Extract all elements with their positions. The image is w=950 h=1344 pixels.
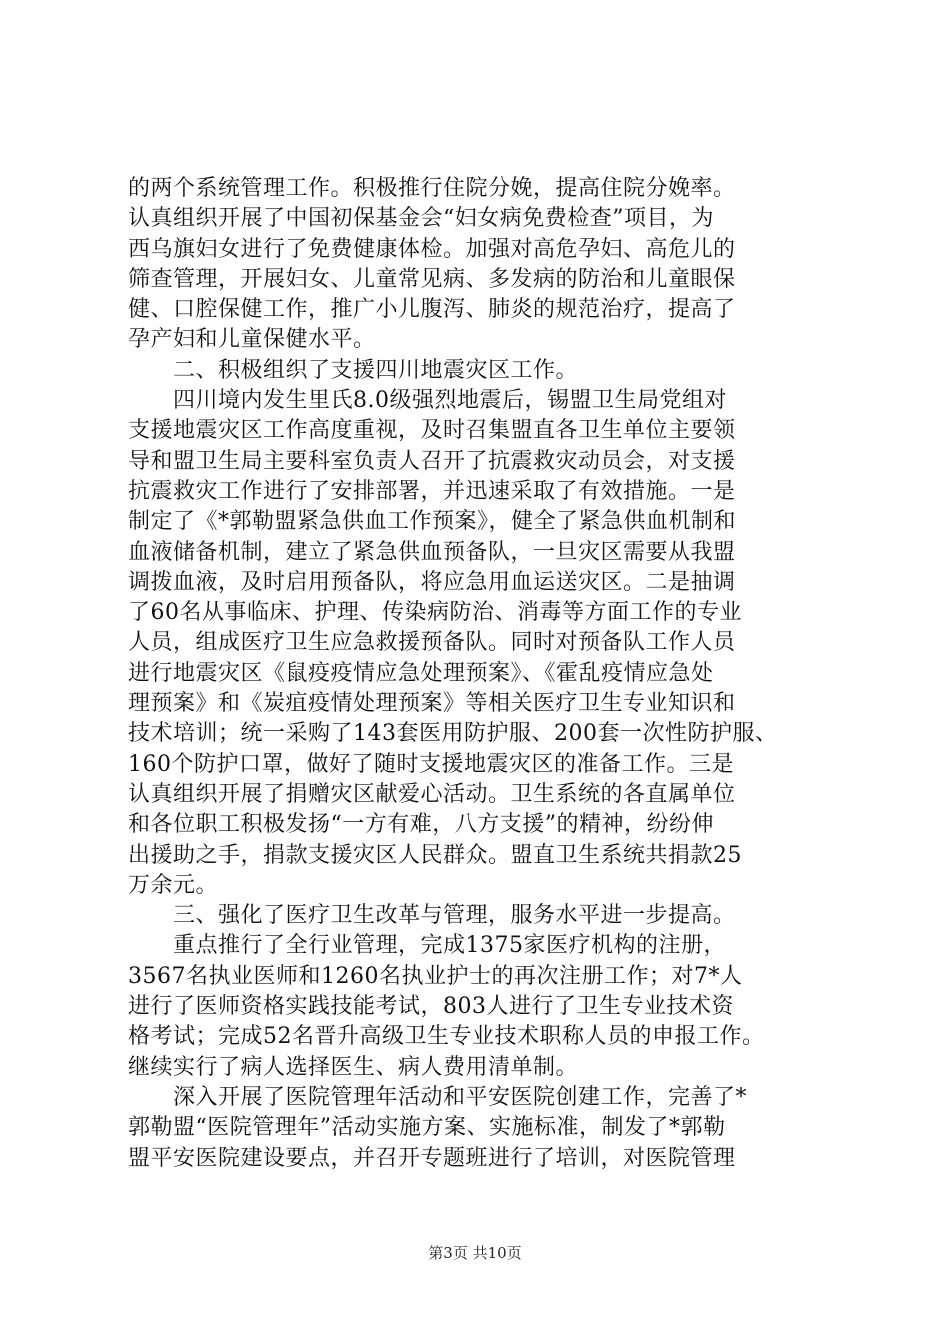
text-line: 盟平安医院建设要点，并召开专题班进行了培训，对医院管理 [128, 1145, 736, 1171]
text-line: 西乌旗妇女进行了免费健康体检。加强对高危孕妇、高危儿的 [128, 236, 736, 262]
text-line: 郭勒盟“医院管理年”活动实施方案、实施标准，制发了*郭勒 [128, 1115, 726, 1141]
text-line: 重点推行了全行业管理，完成1375家医疗机构的注册， [128, 933, 726, 959]
text-line: 孕产妇和儿童保健水平。 [128, 327, 376, 353]
text-line: 导和盟卫生局主要科室负责人召开了抗震救灾动员会，对支援 [128, 448, 736, 474]
text-line: 血液储备机制，建立了紧急供血预备队，一旦灾区需要从我盟 [128, 539, 736, 565]
text-line: 万余元。 [128, 872, 219, 898]
text-line: 制定了《*郭勒盟紧急供血工作预案》，健全了紧急供血机制和 [128, 509, 737, 535]
text-line: 认真组织开展了中国初保基金会“妇女病免费检查”项目，为 [128, 206, 714, 232]
text-line: 健、口腔保健工作，推广小儿腹泻、肺炎的规范治疗，提高了 [128, 297, 736, 323]
text-line: 深入开展了医院管理年活动和平安医院创建工作，完善了* [128, 1084, 748, 1110]
text-line: 出援助之手，捐款支援灾区人民群众。盟直卫生系统共捐款25 [128, 842, 742, 868]
document-body [128, 174, 848, 1174]
text-line: 160个防护口罩，做好了随时支援地震灾区的准备工作。三是 [128, 751, 734, 777]
text-line: 筛查管理，开展妇女、儿童常见病、多发病的防治和儿童眼保 [128, 266, 736, 292]
page-footer [0, 1243, 950, 1263]
text-line: 四川境内发生里氏8.0级强烈地震后，锡盟卫生局党组对 [128, 388, 727, 414]
section-heading: 二、积极组织了支援四川地震灾区工作。 [128, 357, 579, 383]
text-line: 了60名从事临床、护理、传染病防治、消毒等方面工作的专业 [128, 600, 742, 626]
text-line: 和各位职工积极发扬“一方有难，八方支援”的精神，纷纷伸 [128, 812, 714, 838]
text-line: 进行了医师资格实践技能考试，803人进行了卫生专业技术资 [128, 994, 734, 1020]
text-line: 理预案》和《炭疽疫情处理预案》等相关医疗卫生专业知识和 [128, 691, 736, 717]
text-line: 技术培训；统一采购了143套医用防护服、200套一次性防护服、 [128, 721, 778, 747]
text-line: 3567名执业医师和1260名执业护士的再次注册工作；对7*人 [128, 963, 743, 989]
text-line: 的两个系统管理工作。积极推行住院分娩，提高住院分娩率。 [128, 176, 736, 201]
text-line: 认真组织开展了捐赠灾区献爱心活动。卫生系统的各直属单位 [128, 781, 736, 807]
section-heading: 三、强化了医疗卫生改革与管理，服务水平进一步提高。 [128, 903, 736, 929]
text-line: 抗震救灾工作进行了安排部署，并迅速采取了有效措施。一是 [128, 478, 736, 504]
text-line: 调拨血液，及时启用预备队，将应急用血运送灾区。二是抽调 [128, 569, 736, 595]
text-line: 进行地震灾区《鼠疫疫情应急处理预案》、《霍乱疫情应急处 [128, 660, 714, 686]
page-number-label: 第3页 共10页 [428, 1244, 522, 1262]
text-line: 继续实行了病人选择医生、病人费用清单制。 [128, 1054, 579, 1080]
text-line: 格考试；完成52名晋升高级卫生专业技术职称人员的申报工作。 [128, 1024, 765, 1050]
text-line: 人员，组成医疗卫生应急救援预备队。同时对预备队工作人员 [128, 630, 736, 656]
text-line: 支援地震灾区工作高度重视，及时召集盟直各卫生单位主要领 [128, 418, 736, 444]
